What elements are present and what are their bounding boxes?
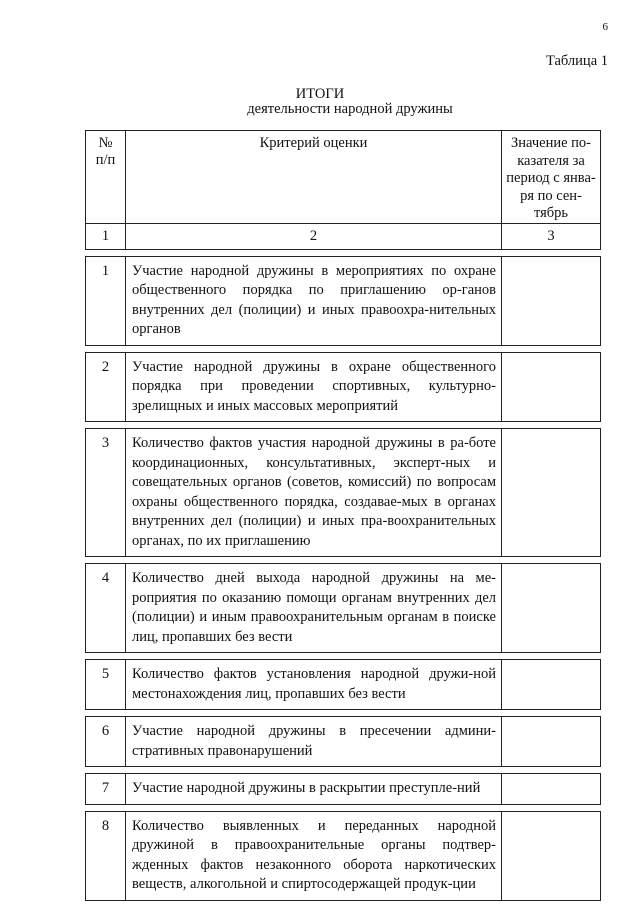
- table-row: [86, 660, 601, 710]
- row-number: 3: [86, 429, 126, 557]
- row-value-cell: [502, 429, 601, 557]
- row-number: 4: [86, 564, 126, 653]
- row-value-cell: [502, 811, 601, 900]
- row-gap: [86, 345, 601, 352]
- row-gap: [86, 249, 601, 256]
- row-number: 8: [86, 811, 126, 900]
- row-value-cell: [502, 352, 601, 422]
- table-row: [86, 429, 601, 557]
- header-value: Значение по-казателя за период с янва-ря по сен-тябрь: [502, 131, 601, 224]
- row-value-cell: [502, 256, 601, 345]
- row-criterion: Количество фактов установления народной дружи-ной местонахождения лиц, пропавших без вести: [126, 660, 502, 710]
- row-number: 5: [86, 660, 126, 710]
- row-gap: [86, 710, 601, 717]
- document-title: ИТОГИ: [295, 86, 345, 102]
- row-criterion: Участие народной дружины в охране общественного порядка при проведении спортивных, культурно-зрелищных и иных массовых мероприятий: [126, 352, 502, 422]
- table-row: [86, 564, 601, 653]
- row-gap: [86, 422, 601, 429]
- row-gap: [86, 804, 601, 811]
- table-row: [86, 774, 601, 805]
- row-value-cell: [502, 660, 601, 710]
- header-number-abbrev: п/п: [95, 152, 116, 168]
- results-table: [85, 130, 601, 901]
- row-gap: [86, 767, 601, 774]
- row-gap: [86, 653, 601, 660]
- column-index-3: 3: [502, 223, 601, 249]
- table-label: Таблица 1: [545, 53, 608, 69]
- row-criterion: Количество выявленных и переданных народной дружиной в правоохранительные органы подтвер-жденных фактов незаконного оборота наркотических веществ, алкогольной и спиртосодержащей продук-ции: [126, 811, 502, 900]
- row-criterion: Участие народной дружины в пресечении админи-стративных правонарушений: [126, 717, 502, 767]
- row-criterion: Участие народной дружины в мероприятиях по охране общественного порядка по приглашению ор-ганов внутренних дел (полиции) и иных правоохра-нительных органов: [126, 256, 502, 345]
- column-index-row: [86, 223, 601, 249]
- table-row: [86, 256, 601, 345]
- row-criterion: Количество фактов участия народной дружины в ра-боте координационных, консультативных, эксперт-ных и совещательных органов (советов, комиссий) по вопросам охраны общественного порядка, создавае-мых в органах внутренних дел (полиции) и иных пра-воохранительных органах, по их приглашению: [126, 429, 502, 557]
- row-value-cell: [502, 774, 601, 805]
- header-criterion: Критерий оценки: [126, 131, 502, 224]
- row-number: 6: [86, 717, 126, 767]
- table-row: [86, 717, 601, 767]
- row-number: 7: [86, 774, 126, 805]
- row-criterion: Количество дней выхода народной дружины на ме-роприятия по оказанию помощи органам внутренних дел (полиции) и иным правоохранительным органам в поиске лиц, пропавших без вести: [126, 564, 502, 653]
- row-value-cell: [502, 564, 601, 653]
- row-number: 1: [86, 256, 126, 345]
- row-value-cell: [502, 717, 601, 767]
- header-number: [86, 131, 126, 224]
- document-subtitle: деятельности народной дружины: [247, 101, 453, 117]
- table-row: [86, 352, 601, 422]
- row-gap: [86, 557, 601, 564]
- column-index-1: 1: [86, 223, 126, 249]
- table-header-row: [86, 131, 601, 224]
- table-body: [86, 249, 601, 900]
- column-index-2: 2: [126, 223, 502, 249]
- row-criterion: Участие народной дружины в раскрытии преступле-ний: [126, 774, 502, 805]
- header-number-symbol: №: [98, 135, 113, 151]
- table-row: [86, 811, 601, 900]
- row-number: 2: [86, 352, 126, 422]
- page-number: 6: [602, 21, 608, 33]
